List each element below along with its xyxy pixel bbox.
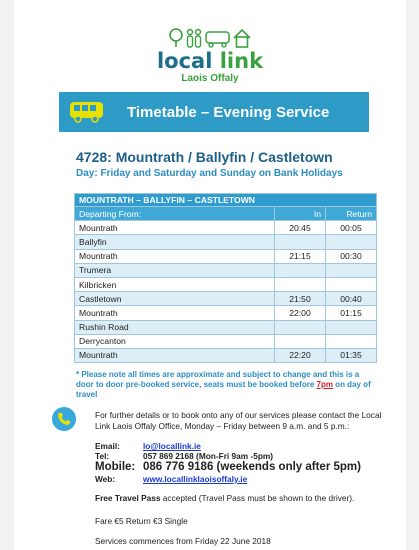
bus-icon [69, 100, 105, 124]
route-title: 4728: Mountrath / Ballyfin / Castletown [76, 149, 333, 165]
fare-info: Fare €5 Return €3 Single [95, 516, 188, 526]
note-text-a: * Please note all times are approximate and subject to change and this is a door to door pre-booked service, seats must be booked before [76, 370, 360, 389]
logo-icons [14, 26, 406, 48]
note-text-b: on day of travel [76, 380, 371, 399]
time-in: 22:00 [275, 306, 326, 320]
house-icon [233, 28, 251, 48]
email-link[interactable]: lo@locallink.ie [143, 441, 201, 451]
note-deadline-time: 7pm [316, 380, 333, 389]
table-row [75, 277, 377, 291]
contact-tel-row [95, 451, 361, 461]
timetable-table [74, 193, 377, 363]
booking-note [76, 370, 376, 400]
contact-list [95, 441, 361, 484]
stop-name: Mountrath [75, 306, 275, 320]
table-row [75, 320, 377, 334]
time-return: 00:30 [326, 249, 377, 263]
stop-name: Castletown [75, 292, 275, 306]
time-return: 01:15 [326, 306, 377, 320]
mobile-label: Mobile: [95, 461, 136, 473]
col-header-stop: Departing From: [75, 207, 275, 221]
web-link[interactable]: www.locallinklaoisoffaly.ie [143, 474, 248, 484]
people-icon [185, 28, 203, 48]
contact-email-row [95, 441, 361, 451]
logo-title [14, 50, 406, 72]
stop-name: Kilbricken [75, 277, 275, 291]
time-in [275, 334, 326, 348]
free-travel-pass-note [95, 493, 354, 503]
phone-handset-icon [57, 412, 71, 426]
time-in [275, 235, 326, 249]
col-header-in: In [275, 207, 326, 221]
time-in: 22:20 [275, 348, 326, 362]
time-return: 01:35 [326, 348, 377, 362]
contact-web-row [95, 474, 361, 484]
tree-icon [169, 28, 183, 48]
stop-name: Derrycanton [75, 334, 275, 348]
time-in [275, 320, 326, 334]
contact-details-text: For further details or to book onto any of our services please contact the Local Link Laois Offaly Office, Monday – Friday between 9 a.m. and 5 p.m.: [95, 410, 382, 431]
table-row [75, 334, 377, 348]
stop-name: Mountrath [75, 348, 275, 362]
time-return [326, 263, 377, 277]
title-banner [59, 92, 369, 132]
time-in [275, 277, 326, 291]
stop-name: Rushin Road [75, 320, 275, 334]
route-days: Day: Friday and Saturday and Sunday on Bank Holidays [76, 168, 343, 179]
time-return [326, 235, 377, 249]
table-row [75, 221, 377, 235]
time-in: 21:15 [275, 249, 326, 263]
time-return [326, 334, 377, 348]
free-pass-rest: accepted (Travel Pass must be shown to the driver). [160, 493, 355, 503]
time-return [326, 277, 377, 291]
mobile-value: 086 776 9186 (weekends only after 5pm) [143, 461, 361, 473]
time-in: 21:50 [275, 292, 326, 306]
bus-outline-icon [205, 30, 231, 48]
time-return: 00:40 [326, 292, 377, 306]
table-row [75, 292, 377, 306]
time-return: 00:05 [326, 221, 377, 235]
tel-label: Tel: [95, 451, 110, 461]
service-start-info: Services commences from Friday 22 June 2018 [95, 536, 271, 546]
table-row [75, 235, 377, 249]
timetable-header-row [75, 194, 377, 207]
timetable-column-headers [75, 207, 377, 221]
stop-name: Mountrath [75, 249, 275, 263]
timetable-page [14, 0, 406, 550]
web-label: Web: [95, 474, 116, 484]
phone-icon [52, 407, 76, 431]
logo-subtitle: Laois Offaly [181, 73, 239, 84]
free-pass-bold: Free Travel Pass [95, 493, 161, 503]
col-header-return: Return [326, 207, 377, 221]
logo-title-link: link [212, 49, 264, 73]
logo-title-local: local [156, 49, 213, 73]
stop-name: Trumera [75, 263, 275, 277]
table-row [75, 263, 377, 277]
time-in [275, 263, 326, 277]
timetable-route-header: MOUNTRATH – BALLYFIN – CASTLETOWN [75, 194, 377, 207]
table-row [75, 348, 377, 362]
tel-value: 057 869 2168 (Mon-Fri 9am -5pm) [143, 451, 274, 461]
table-row [75, 249, 377, 263]
contact-mobile-row [95, 461, 361, 474]
table-row [75, 306, 377, 320]
time-in: 20:45 [275, 221, 326, 235]
stop-name: Mountrath [75, 221, 275, 235]
time-return [326, 320, 377, 334]
banner-title: Timetable – Evening Service [127, 103, 330, 121]
email-label: Email: [95, 441, 120, 451]
stop-name: Ballyfin [75, 235, 275, 249]
local-link-logo [14, 26, 406, 84]
